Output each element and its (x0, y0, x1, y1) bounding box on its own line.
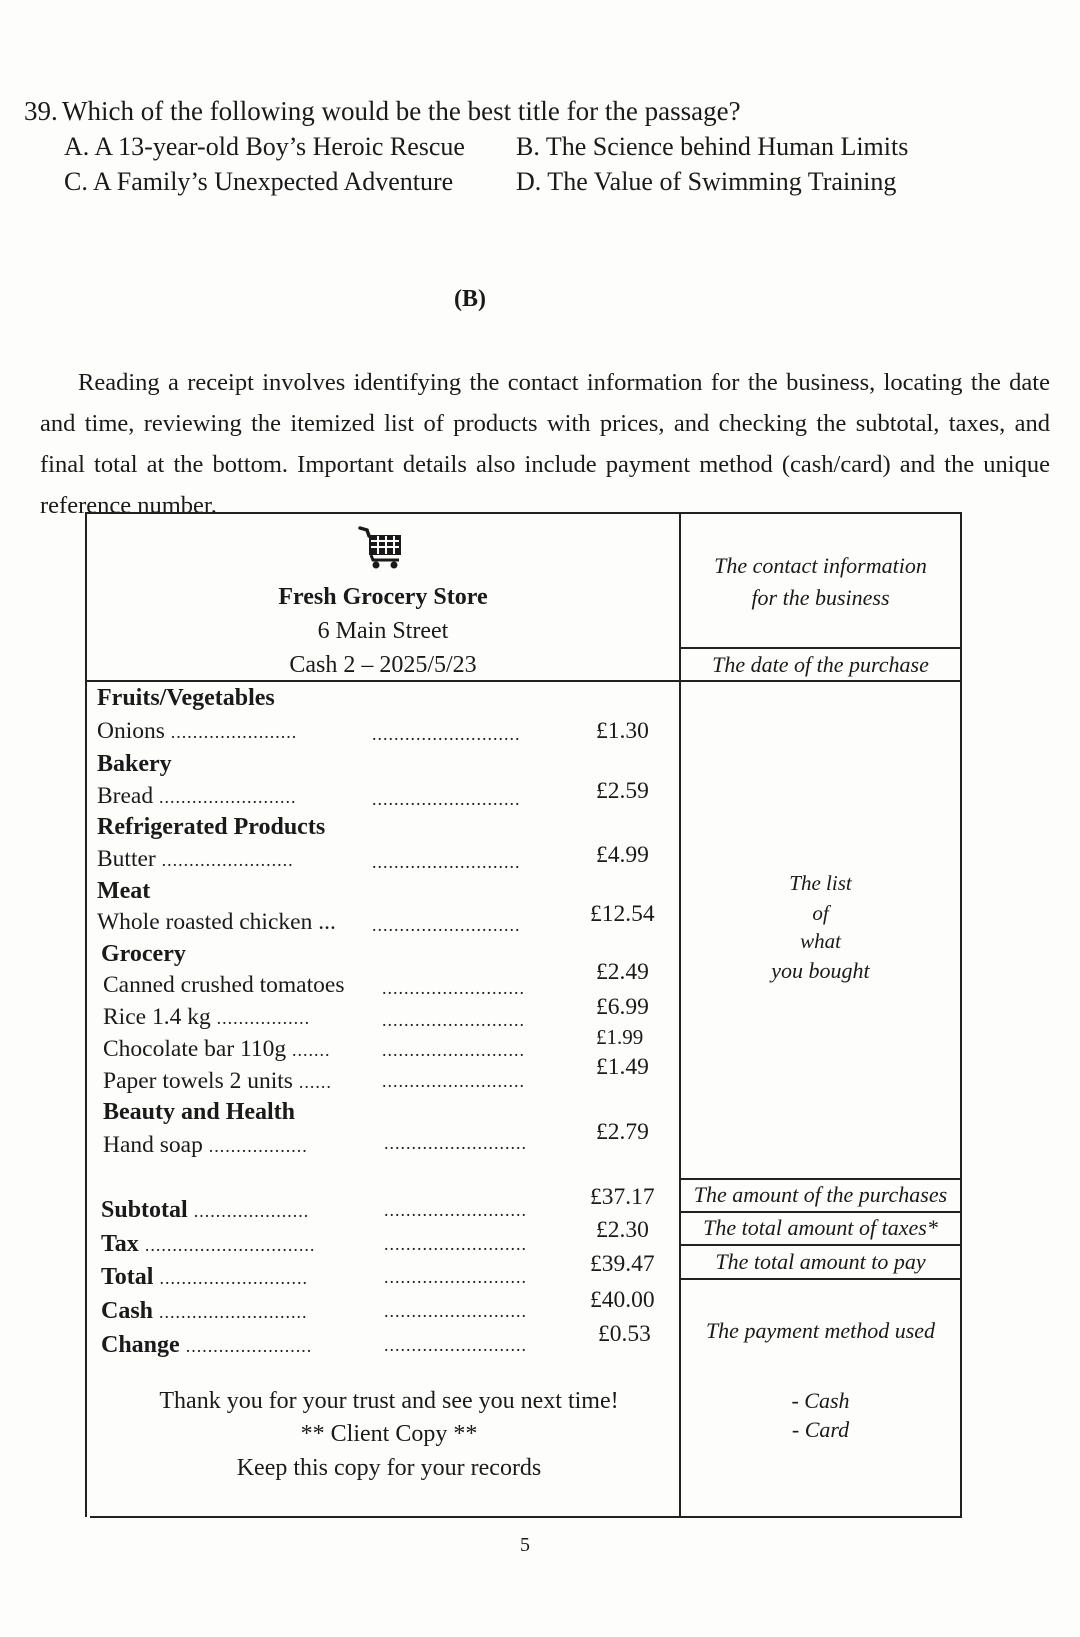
item-name (97, 783, 297, 810)
annotation-list-2: of (812, 901, 829, 925)
item-name (97, 718, 297, 745)
annotation-list-3: what (800, 929, 841, 953)
leader-dots: ................. (216, 1008, 311, 1028)
annotation-list-1: The list (789, 871, 852, 895)
price-butter: £4.99 (596, 842, 649, 868)
leader-dots: ..................... (193, 1201, 310, 1221)
leader-dots: .......................... (384, 1335, 527, 1355)
leader-dots: ....................... (170, 722, 298, 742)
leader-dots: ........................... (372, 915, 521, 935)
annotation-contact-line1: The contact information (714, 553, 927, 578)
item-name (103, 1068, 332, 1095)
annotation-taxes: The total amount of taxes* (703, 1215, 938, 1240)
category-refrigerated: Refrigerated Products (97, 814, 326, 840)
leader-dots: .......................... (384, 1200, 527, 1220)
item-name (103, 1036, 331, 1063)
change-value: £0.53 (598, 1321, 651, 1347)
leader-dots: .................. (208, 1136, 308, 1156)
contact-divider (679, 647, 962, 649)
store-address: 6 Main Street (317, 618, 449, 644)
option-b[interactable]: B. The Science behind Human Limits (516, 132, 909, 161)
price-chicken: £12.54 (590, 901, 655, 927)
annotation-amount: The amount of the purchases (693, 1182, 948, 1207)
price-tomatoes: £2.49 (596, 959, 649, 985)
item-butter: Butter (97, 846, 156, 872)
price-bread: £2.59 (596, 778, 649, 804)
total-row (101, 1231, 315, 1258)
annotation-contact-line2: for the business (751, 585, 890, 610)
passage (40, 362, 1050, 526)
annotation-list-4: you bought (771, 958, 870, 983)
page-number: 5 (520, 1534, 530, 1556)
store-name: Fresh Grocery Store (278, 584, 488, 610)
item-bread: Bread (97, 783, 154, 809)
shopping-cart-icon (357, 524, 405, 572)
keep-copy-note: Keep this copy for your records (236, 1455, 542, 1481)
option-d[interactable]: D. The Value of Swimming Training (516, 167, 897, 196)
leader-dots: .......................... (384, 1267, 527, 1287)
leader-dots: ........................... (372, 852, 521, 872)
tax-label: Tax (101, 1231, 139, 1257)
leader-dots: .......................... (382, 1071, 525, 1091)
table-border-right (960, 512, 962, 1517)
leader-dots: .......................... (384, 1301, 527, 1321)
price-onions: £1.30 (596, 718, 649, 744)
leader-dots: ...... (298, 1072, 332, 1092)
item-onions: Onions (97, 718, 165, 744)
price-paper-towels: £1.49 (596, 1054, 649, 1080)
section-label: (B) (454, 286, 486, 312)
table-border-bottom (90, 1516, 962, 1518)
leader-dots: ......................... (159, 787, 297, 807)
total-value: £39.47 (590, 1251, 655, 1277)
leader-dots: ........................ (161, 850, 294, 870)
category-beauty-health: Beauty and Health (103, 1099, 296, 1125)
leader-dots: ........................... (159, 1268, 308, 1288)
total-row (101, 1197, 309, 1224)
question-text: Which of the following would be the best title for the passage? (62, 96, 741, 126)
amount-divider (679, 1211, 962, 1213)
item-hand-soap: Hand soap (103, 1132, 203, 1158)
total-label: Total (101, 1264, 154, 1290)
annotation-total: The total amount to pay (715, 1249, 926, 1274)
total-row (101, 1332, 312, 1359)
price-chocolate: £1.99 (596, 1025, 644, 1049)
table-border-top (85, 512, 962, 514)
cash-value: £40.00 (590, 1287, 655, 1313)
category-meat: Meat (97, 878, 151, 904)
question-number: 39. (24, 96, 58, 126)
item-canned-tomatoes: Canned crushed tomatoes (103, 972, 345, 998)
category-grocery: Grocery (101, 941, 186, 967)
annotation-card: - Card (791, 1417, 850, 1442)
item-name (103, 1004, 310, 1031)
leader-dots: ........................... (372, 724, 521, 744)
option-a[interactable]: A. A 13-year-old Boy’s Heroic Rescue (64, 132, 465, 161)
thank-you-message: Thank you for your trust and see you next time! (159, 1388, 619, 1414)
total-row (101, 1264, 308, 1291)
leader-dots: .......................... (382, 1010, 525, 1030)
cash-label: Cash (101, 1298, 154, 1324)
leader-dots: .......................... (382, 1040, 525, 1060)
receipt-date: Cash 2 – 2025/5/23 (289, 652, 477, 678)
leader-dots: ........................... (372, 789, 521, 809)
subtotal-label: Subtotal (101, 1197, 188, 1223)
category-fruits-vegetables: Fruits/Vegetables (97, 685, 275, 711)
leader-dots: .......................... (384, 1234, 527, 1254)
annotation-cash: - Cash (791, 1388, 850, 1413)
item-rice: Rice 1.4 kg (103, 1004, 211, 1030)
total-divider (679, 1278, 962, 1280)
tax-divider (679, 1244, 962, 1246)
change-label: Change (101, 1332, 180, 1358)
leader-dots: .......................... (382, 978, 525, 998)
passage-text: Reading a receipt involves identifying the contact information for the business, locating the date and time, reviewing the itemized list of products with prices, and checking the subtotal, taxes, and final total at the bottom. Important details also include payment method (cash/card) and the unique reference number. (40, 369, 1050, 519)
option-c[interactable]: C. A Family’s Unexpected Adventure (64, 167, 454, 196)
leader-dots: .......................... (384, 1133, 527, 1153)
header-divider (85, 680, 962, 682)
category-bakery: Bakery (97, 751, 172, 777)
table-border-left (85, 512, 87, 1517)
leader-dots: ........................... (159, 1302, 308, 1322)
total-row (101, 1298, 308, 1325)
item-paper-towels: Paper towels 2 units (103, 1068, 293, 1094)
item-name (97, 846, 294, 873)
price-hand-soap: £2.79 (596, 1119, 649, 1145)
tax-value: £2.30 (596, 1217, 649, 1243)
annotation-date: The date of the purchase (712, 652, 929, 677)
item-name (103, 1132, 308, 1159)
annotation-payment: The payment method used (705, 1318, 936, 1343)
leader-dots: ....................... (185, 1336, 313, 1356)
client-copy: ** Client Copy ** (300, 1421, 478, 1447)
subtotal-value: £37.17 (590, 1184, 655, 1210)
leader-dots: ............................... (144, 1235, 316, 1255)
leader-dots: ....... (292, 1040, 331, 1060)
item-whole-roasted-chicken: Whole roasted chicken ... (97, 909, 336, 935)
price-rice: £6.99 (596, 994, 649, 1020)
amount-top-divider (679, 1178, 962, 1180)
item-chocolate-bar: Chocolate bar 110g (103, 1036, 287, 1062)
